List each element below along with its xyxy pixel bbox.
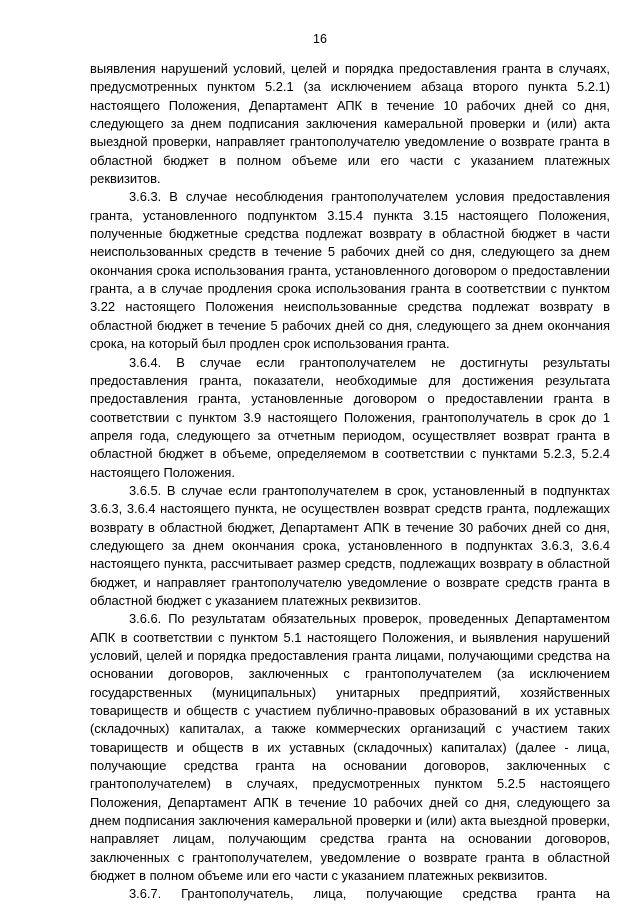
paragraph-3-6-4: 3.6.4. В случае если грантополучателем не достигнуты результаты предоставления гранта, показатели, необходимые для достижения результата предоставления гранта, установленные договором о предоставлении гранта в соответствии с пунктом 3.9 настоящего Положения, грантополучатель в срок до 1 апреля года, следующего за отчетным периодом, осуществляет возврат гранта в областной бюджет в объеме, определяемом в соответствии с пунктами 5.2.3, 5.2.4 настоящего Положения. (90, 354, 610, 480)
paragraph-3-6-6: 3.6.6. По результатам обязательных проверок, проведенных Департаментом АПК в соответствии с пунктом 5.1 настоящего Положения, и выявления нарушений условий, целей и порядка предоставления гранта лицами, получающими средства на основании договоров, заключенных с грантополучателем (за исключением государственных (муниципальных) унитарных предприятий, хозяйственных товариществ и обществ с участием публично-правовых образований в их уставных (складочных) капиталах, а также коммерческих организаций с участием таких товариществ и обществ в их уставных (складочных) капиталах) (далее - лица, получающие средства гранта на основании договоров, заключенных с грантополучателем) в случаях, предусмотренных пунктом 5.2.5 настоящего Положения, Департамент АПК в течение 10 рабочих дней со дня, следующего за днем подписания заключения камеральной проверки и (или) акта выездной проверки, направляет лицам, получающим средства гранта на основании договоров, заключенных с грантополучателем, уведомление о возврате гранта в областной бюджет в полном объеме или его части с указанием платежных реквизитов. (90, 611, 610, 884)
paragraph-3-6-7: 3.6.7. Грантополучатель, лица, получающие средства гранта на (129, 886, 610, 902)
page-number: 16 (313, 32, 327, 46)
paragraph-3-6-5: 3.6.5. В случае если грантополучателем в срок, установленный в подпунктах 3.6.3, 3.6.4 настоящего пункта, не осуществлен возврат средств гранта, подлежащих возврату в областной бюджет, Департамент АПК в течение 30 рабочих дней со дня, следующего за днем окончания срока, установленного в подпунктах 3.6.3, 3.6.4 настоящего пункта, рассчитывает размер средств, подлежащих возврату в областной бюджет, и направляет грантополучателю уведомление о возврате средств гранта в областной бюджет с указанием платежных реквизитов. (90, 482, 610, 608)
paragraph-continuation: выявления нарушений условий, целей и порядка предоставления гранта в случаях, предусмотренных пунктом 5.2.1 (за исключением абзаца второго пункта 5.2.1) настоящего Положения, Департамент АПК в течение 10 рабочих дней со дня, следующего за днем подписания заключения камеральной проверки и (или) акта выездной проверки, направляет грантополучателю уведомление о возврате гранта в областной бюджет в полном объеме или его части с указанием платежных реквизитов. (90, 61, 610, 187)
paragraph-3-6-3: 3.6.3. В случае несоблюдения грантополучателем условия предоставления гранта, установленного подпунктом 3.15.4 пункта 3.15 настоящего Положения, полученные бюджетные средства подлежат возврату в областной бюджет в части неиспользованных средств в течение 5 рабочих дней со дня, следующего за днем окончания срока использования гранта, установленного договором о предоставлении гранта, а в случае продления срока использования гранта в соответствии с пунктом 3.22 настоящего Положения неиспользованные средства подлежат возврату в областной бюджет в течение 5 рабочих дней со дня, следующего за днем окончания срока, на который был продлен срок использования гранта. (90, 189, 610, 352)
document-body (90, 60, 610, 904)
